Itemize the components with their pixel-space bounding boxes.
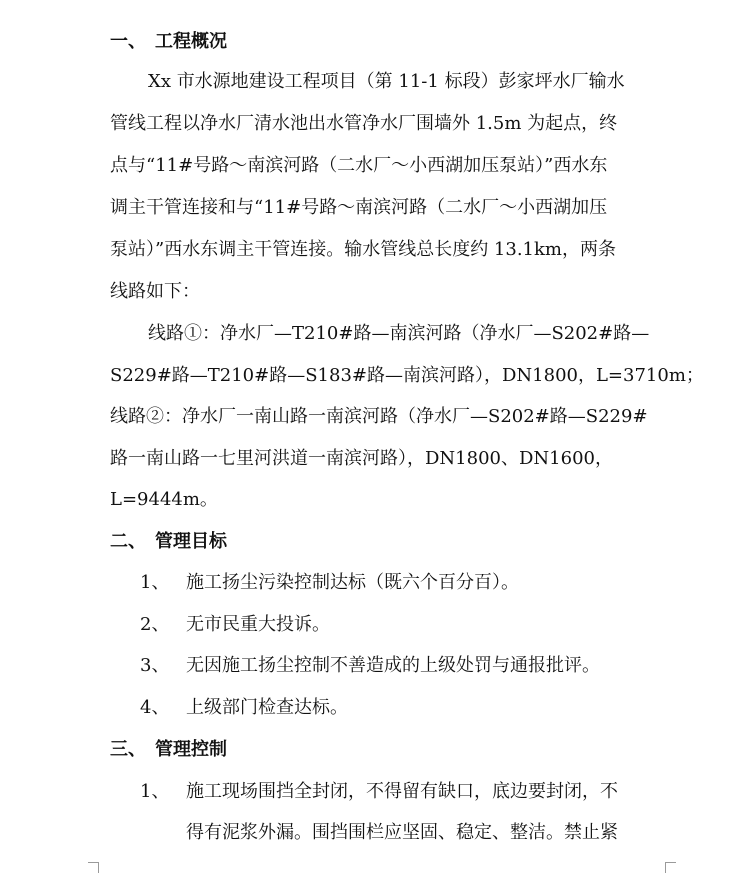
paragraph-1-line-2: 管线工程以净水厂清水池出水管净水厂围墙外 1.5m 为起点，终 (110, 113, 618, 134)
paragraph-1-line-6: 线路如下： (110, 281, 200, 302)
goal-item-text: 无因施工扬尘控制不善造成的上级处罚与通报批评。 (186, 655, 600, 676)
control-item-line-1: 施工现场围挡全封闭，不得留有缺口，底边要封闭，不 (186, 781, 618, 802)
control-item-number: 1、 (140, 781, 170, 802)
goal-item-number: 4、 (140, 697, 170, 718)
paragraph-1-line-5: 泵站）”西水东调主干管连接。输水管线总长度约 13.1km，两条 (110, 239, 616, 260)
paragraph-1-line-4: 调主干管连接和与“11#号路～南滨河路（二水厂～小西湖加压 (110, 197, 608, 218)
goal-item-text: 施工扬尘污染控制达标（既六个百分百）。 (186, 572, 519, 593)
route-1-line-2: S229#路—T210#路—S183#路—南滨河路），DN1800，L=3710m； (110, 365, 704, 386)
paragraph-1-line-1: Xx 市水源地建设工程项目（第 11-1 标段）彭家坪水厂输水 (148, 71, 625, 92)
goal-item-text: 上级部门检查达标。 (186, 697, 348, 718)
page-corner-mark-left (88, 862, 99, 873)
control-item-line-2: 得有泥浆外漏。围挡围栏应坚固、稳定、整洁。禁止紧 (186, 822, 618, 843)
goal-item-number: 2、 (140, 614, 170, 635)
section-1-heading: 一、 工程概况 (110, 31, 227, 52)
route-2-line-2: 路一南山路一七里河洪道一南滨河路），DN1800、DN1600， (110, 448, 613, 469)
goal-item-number: 1、 (140, 572, 170, 593)
goal-item-text: 无市民重大投诉。 (186, 614, 330, 635)
route-1-line-1: 线路①：净水厂—T210#路—南滨河路（净水厂—S202#路— (148, 323, 650, 344)
section-2-heading: 二、 管理目标 (110, 531, 227, 552)
paragraph-1-line-3: 点与“11#号路～南滨河路（二水厂～小西湖加压泵站）”西水东 (110, 155, 608, 176)
goal-item-number: 3、 (140, 655, 170, 676)
route-2-line-3: L=9444m。 (110, 489, 218, 510)
page-corner-mark-right (665, 862, 676, 873)
section-3-heading: 三、 管理控制 (110, 739, 227, 760)
route-2-line-1: 线路②：净水厂一南山路一南滨河路（净水厂—S202#路—S229# (110, 406, 648, 427)
